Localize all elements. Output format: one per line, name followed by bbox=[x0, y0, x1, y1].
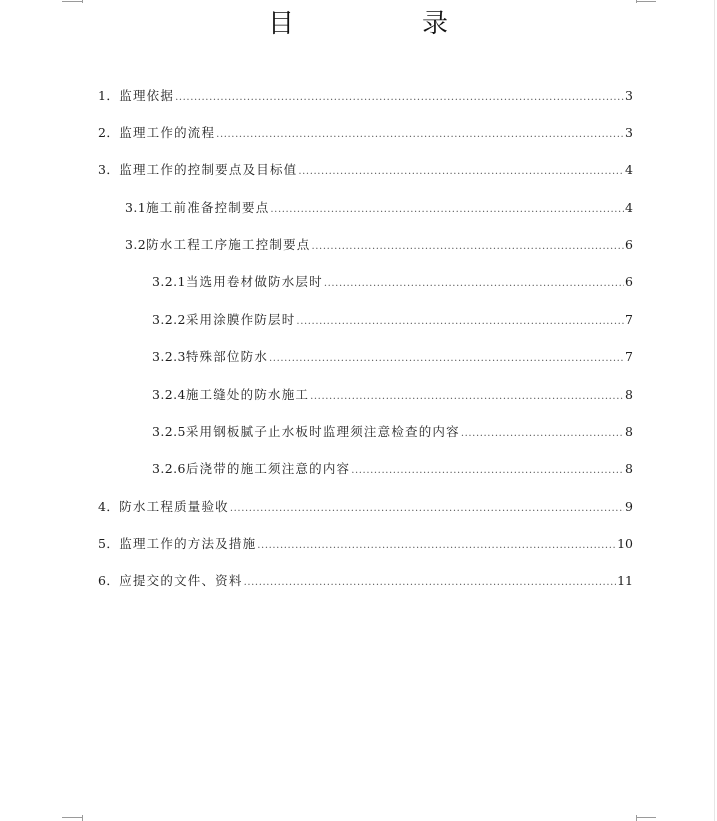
toc-entry-title: 施工前准备控制要点 bbox=[146, 200, 270, 215]
toc-entry-number: 3． bbox=[98, 162, 120, 177]
toc-entry-number: 1． bbox=[98, 88, 120, 103]
toc-entry-title: 施工缝处的防水施工 bbox=[185, 387, 310, 402]
toc-entry-page: 7 bbox=[625, 312, 633, 327]
toc-entry-title: 应提交的文件、资料 bbox=[119, 573, 243, 588]
toc-entry-number: 3.2.3 bbox=[152, 349, 186, 364]
toc-entry-title: 采用钢板腻子止水板时监理须注意检查的内容 bbox=[185, 424, 460, 439]
toc-entry[interactable] bbox=[98, 86, 633, 106]
toc-dot-leader bbox=[351, 459, 624, 481]
toc-entry-title: 监理依据 bbox=[119, 88, 175, 103]
toc-entry[interactable] bbox=[98, 497, 633, 517]
toc-entry[interactable] bbox=[152, 385, 633, 405]
toc-entry-title: 后浇带的施工须注意的内容 bbox=[185, 461, 351, 476]
toc-entry-number: 3.1 bbox=[125, 200, 147, 215]
toc-entry[interactable] bbox=[98, 571, 633, 591]
crop-mark-bottom-right-vertical bbox=[636, 815, 637, 821]
toc-entry[interactable] bbox=[98, 160, 633, 180]
toc-entry-number: 3.2.4 bbox=[152, 387, 186, 402]
toc-entry-page: 6 bbox=[625, 237, 633, 252]
crop-mark-bottom-right bbox=[636, 817, 656, 818]
toc-entry-number: 6． bbox=[98, 573, 120, 588]
toc-entry-number: 3.2.1 bbox=[152, 274, 186, 289]
toc-title-char-1: 目 bbox=[268, 9, 295, 39]
toc-entry[interactable] bbox=[98, 534, 633, 554]
toc-entry-number: 3.2.6 bbox=[152, 461, 186, 476]
toc-dot-leader bbox=[310, 385, 624, 407]
toc-entry-page: 4 bbox=[625, 200, 633, 215]
toc-dot-leader bbox=[269, 347, 624, 369]
toc-entry[interactable] bbox=[152, 272, 633, 292]
toc-entry-page: 3 bbox=[625, 88, 633, 103]
toc-entry-title: 防水工程工序施工控制要点 bbox=[146, 237, 311, 252]
toc-dot-leader bbox=[312, 235, 625, 257]
toc-entry-title: 当选用卷材做防水层时 bbox=[185, 274, 323, 289]
toc-entry[interactable] bbox=[152, 422, 633, 442]
toc-entry-page: 7 bbox=[625, 349, 633, 364]
toc-title bbox=[260, 4, 460, 44]
toc-dot-leader bbox=[461, 422, 624, 444]
toc-entry-page: 11 bbox=[617, 573, 633, 588]
crop-mark-top-left bbox=[62, 1, 82, 2]
toc-entry[interactable] bbox=[152, 310, 633, 330]
toc-dot-leader bbox=[296, 310, 624, 332]
toc-entry[interactable] bbox=[152, 459, 633, 479]
toc-entry-number: 3.2 bbox=[125, 237, 147, 252]
page-edge bbox=[714, 0, 715, 821]
crop-mark-bottom-left bbox=[62, 817, 82, 818]
toc-entry-title: 采用涂膜作防层时 bbox=[185, 312, 296, 327]
toc-entry-page: 6 bbox=[625, 274, 633, 289]
toc-dot-leader bbox=[244, 571, 617, 593]
toc-entry[interactable] bbox=[152, 347, 633, 367]
toc-entry-number: 3.2.2 bbox=[152, 312, 186, 327]
toc-dot-leader bbox=[257, 534, 616, 556]
toc-entry-number: 3.2.5 bbox=[152, 424, 186, 439]
toc-entry-number: 5． bbox=[98, 536, 120, 551]
toc-dot-leader bbox=[216, 123, 624, 145]
toc-entry-number: 2． bbox=[98, 125, 120, 140]
crop-mark-top-left-vertical bbox=[82, 0, 83, 3]
toc-dot-leader bbox=[324, 272, 624, 294]
toc-entry-page: 3 bbox=[625, 125, 633, 140]
toc-entry-title: 防水工程质量验收 bbox=[119, 499, 229, 514]
crop-mark-top-right-vertical bbox=[636, 0, 637, 3]
toc-entry-title: 监理工作的方法及措施 bbox=[119, 536, 257, 551]
toc-entry-title: 特殊部位防水 bbox=[185, 349, 269, 364]
toc-dot-leader bbox=[298, 160, 624, 182]
toc-title-char-2: 录 bbox=[422, 9, 449, 39]
toc-entry[interactable] bbox=[125, 198, 633, 218]
toc-entry-page: 9 bbox=[625, 499, 633, 514]
crop-mark-top-right bbox=[636, 1, 656, 2]
toc-entry[interactable] bbox=[98, 123, 633, 143]
toc-entry[interactable] bbox=[125, 235, 633, 255]
toc-entry-page: 8 bbox=[625, 461, 633, 476]
toc-dot-leader bbox=[230, 497, 624, 519]
toc-entry-page: 8 bbox=[625, 424, 633, 439]
toc-entry-page: 4 bbox=[625, 162, 633, 177]
toc-dot-leader bbox=[175, 86, 624, 108]
toc-entry-page: 10 bbox=[617, 536, 633, 551]
toc-entry-page: 8 bbox=[625, 387, 633, 402]
toc-dot-leader bbox=[270, 198, 624, 220]
toc-entry-title: 监理工作的控制要点及目标值 bbox=[119, 162, 298, 177]
toc-entry-number: 4． bbox=[98, 499, 120, 514]
crop-mark-bottom-left-vertical bbox=[82, 815, 83, 821]
toc-entry-title: 监理工作的流程 bbox=[119, 125, 216, 140]
